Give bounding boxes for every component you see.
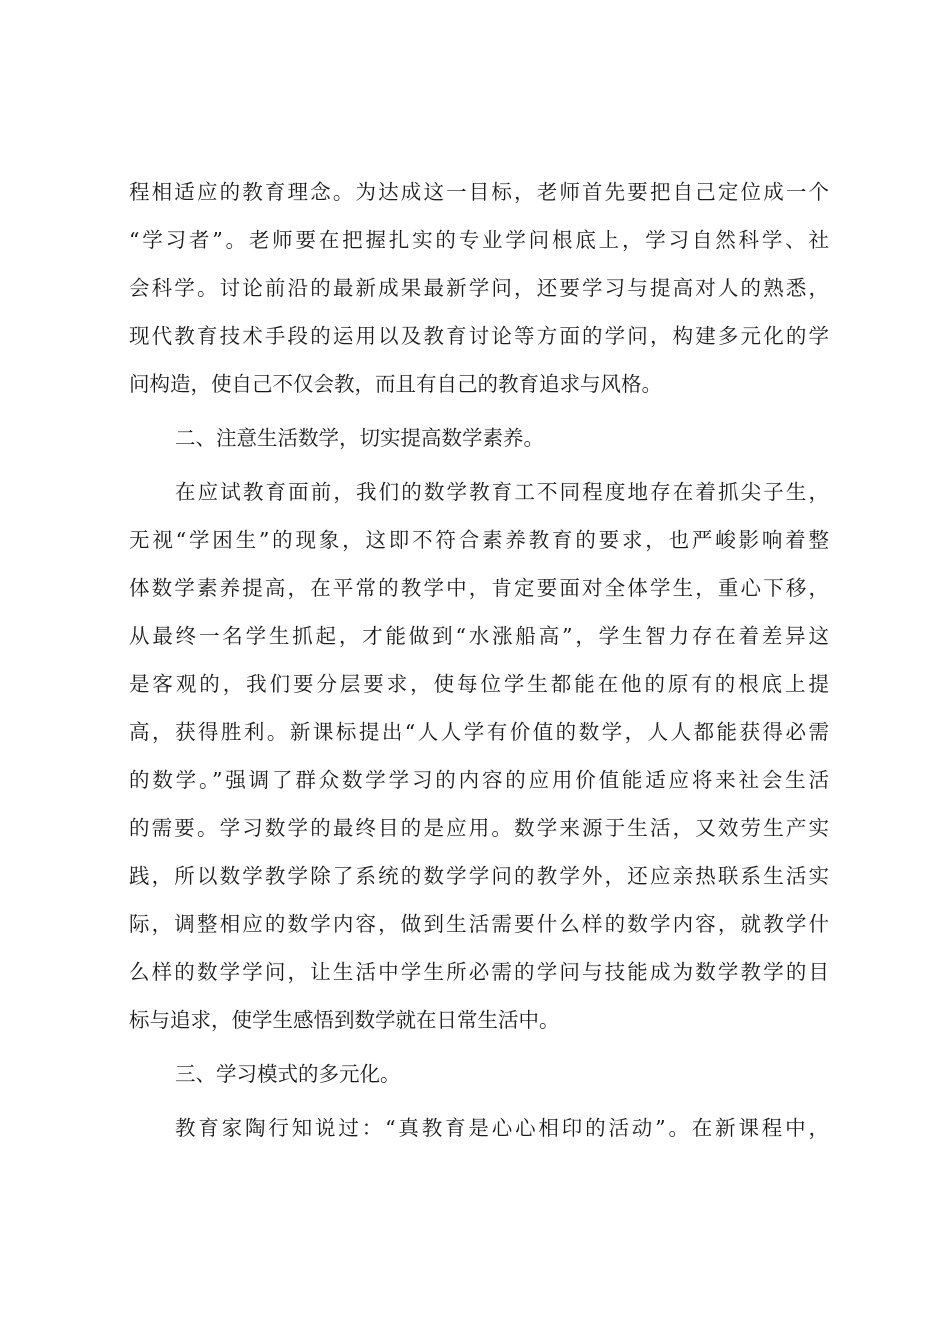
text-line: 程相适应的教育理念。为达成这一目标，老师首先要把自己定位成一个 bbox=[129, 180, 829, 204]
text-line: “学习者”。老师要在把握扎实的专业学问根底上，学习自然科学、社 bbox=[129, 228, 829, 252]
text-line: 现代教育技术手段的运用以及教育讨论等方面的学问，构建多元化的学 bbox=[129, 324, 829, 348]
text-line: 的需要。学习数学的最终目的是应用。数学来源于生活，又效劳生产实 bbox=[129, 816, 829, 840]
text-line: 教育家陶行知说过：“真教育是心心相印的活动”。在新课程中， bbox=[175, 1116, 829, 1140]
text-line: 问构造，使自己不仅会教，而且有自己的教育追求与风格。 bbox=[129, 372, 662, 396]
text-line: 际，调整相应的数学内容，做到生活需要什么样的数学内容，就教学什 bbox=[129, 912, 829, 936]
text-line: 体数学素养提高，在平常的教学中，肯定要面对全体学生，重心下移， bbox=[129, 576, 829, 600]
text-line: 的数学。”强调了群众数学学习的内容的应用价值能适应将来社会生活 bbox=[129, 768, 829, 792]
text-line: 会科学。讨论前沿的最新成果最新学问，还要学习与提高对人的熟悉， bbox=[129, 276, 829, 300]
text-line: 高，获得胜利。新课标提出“人人学有价值的数学，人人都能获得必需 bbox=[129, 720, 829, 744]
text-line: 二、注意生活数学，切实提高数学素养。 bbox=[175, 426, 544, 450]
text-line: 从最终一名学生抓起，才能做到“水涨船高”，学生智力存在着差异这 bbox=[129, 624, 829, 648]
text-line: 标与追求，使学生感悟到数学就在日常生活中。 bbox=[129, 1008, 560, 1032]
text-line: 么样的数学学问，让生活中学生所必需的学问与技能成为数学教学的目 bbox=[129, 960, 829, 984]
text-line: 践，所以数学教学除了系统的数学学问的教学外，还应亲热联系生活实 bbox=[129, 864, 829, 888]
text-line: 无视“学困生”的现象，这即不符合素养教育的要求，也严峻影响着整 bbox=[129, 528, 829, 552]
text-line: 在应试教育面前，我们的数学教育工不同程度地存在着抓尖子生， bbox=[175, 480, 829, 504]
text-line: 三、学习模式的多元化。 bbox=[175, 1062, 401, 1086]
text-line: 是客观的，我们要分层要求，使每位学生都能在他的原有的根底上提 bbox=[129, 672, 829, 696]
